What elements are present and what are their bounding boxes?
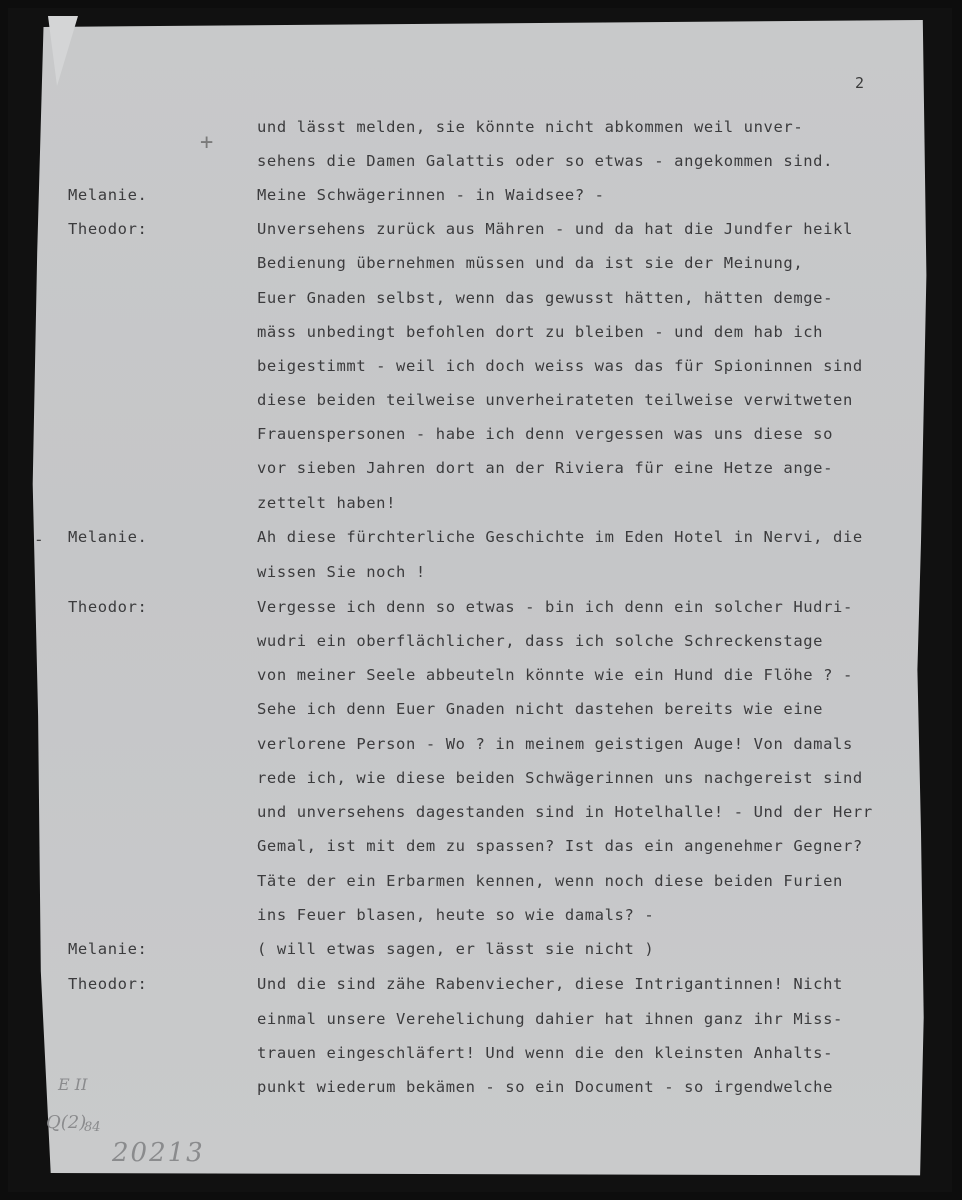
text-line: rede ich, wie diese beiden Schwägerinnen uns nachgereist sind bbox=[257, 769, 863, 787]
text-line: punkt wiederum bekämen - so ein Document - so irgendwelche bbox=[257, 1078, 834, 1096]
speaker-melanie: Melanie. bbox=[68, 186, 148, 204]
text-line: Vergesse ich denn so etwas - bin ich denn ein solcher Hudri- bbox=[257, 598, 853, 616]
text-line: verlorene Person - Wo ? in meinem geistigen Auge! Von damals bbox=[257, 735, 853, 753]
speaker-theodor: Theodor: bbox=[68, 220, 148, 238]
archive-mark: Q(2) bbox=[46, 1112, 87, 1133]
text-line: und unversehens dagestanden sind in Hotelhalle! - Und der Herr bbox=[257, 803, 873, 821]
text-line: von meiner Seele abbeuteln könnte wie ein Hund die Flöhe ? - bbox=[257, 666, 853, 684]
margin-mark: + bbox=[200, 130, 214, 155]
text-line: einmal unsere Verehelichung dahier hat ihnen ganz ihr Miss- bbox=[257, 1010, 843, 1028]
text-line: Meine Schwägerinnen - in Waidsee? - bbox=[257, 186, 605, 204]
speaker-melanie: Melanie: bbox=[68, 940, 148, 958]
text-line: Täte der ein Erbarmen kennen, wenn noch diese beiden Furien bbox=[257, 872, 843, 890]
text-line: trauen eingeschläfert! Und wenn die den kleinsten Anhalts- bbox=[257, 1044, 834, 1062]
text-line: sehens die Damen Galattis oder so etwas - angekommen sind. bbox=[257, 152, 834, 170]
text-line: Sehe ich denn Euer Gnaden nicht dastehen bereits wie eine bbox=[257, 700, 824, 718]
archive-mark: 84 bbox=[84, 1120, 101, 1135]
text-line: wudri ein oberflächlicher, dass ich solche Schreckenstage bbox=[257, 632, 824, 650]
text-line: beigestimmt - weil ich doch weiss was das für Spioninnen sind bbox=[257, 357, 863, 375]
text-line: Ah diese fürchterliche Geschichte im Eden Hotel in Nervi, die bbox=[257, 528, 863, 546]
text-line: Euer Gnaden selbst, wenn das gewusst hätten, hätten demge- bbox=[257, 289, 834, 307]
text-line: Unversehens zurück aus Mähren - und da hat die Jundfer heikl bbox=[257, 220, 853, 238]
text-line: mäss unbedingt befohlen dort zu bleiben - und dem hab ich bbox=[257, 323, 824, 341]
page-number: 2 bbox=[855, 74, 865, 92]
speaker-melanie: Melanie. bbox=[68, 528, 148, 546]
text-line: Und die sind zähe Rabenviecher, diese Intrigantinnen! Nicht bbox=[257, 975, 843, 993]
text-line: diese beiden teilweise unverheirateten teilweise verwitweten bbox=[257, 391, 853, 409]
text-line: wissen Sie noch ! bbox=[257, 563, 426, 581]
text-line: ( will etwas sagen, er lässt sie nicht ) bbox=[257, 940, 655, 958]
speaker-theodor: Theodor: bbox=[68, 598, 148, 616]
text-line: zettelt haben! bbox=[257, 494, 397, 512]
text-line: Bedienung übernehmen müssen und da ist sie der Meinung, bbox=[257, 254, 804, 272]
text-line: und lässt melden, sie könnte nicht abkommen weil unver- bbox=[257, 118, 804, 136]
text-line: Frauenspersonen - habe ich denn vergessen was uns diese so bbox=[257, 425, 834, 443]
margin-dash: - bbox=[34, 530, 44, 549]
archive-mark: E II bbox=[58, 1075, 88, 1094]
text-line: ins Feuer blasen, heute so wie damals? - bbox=[257, 906, 655, 924]
text-line: Gemal, ist mit dem zu spassen? Ist das ein angenehmer Gegner? bbox=[257, 837, 863, 855]
speaker-theodor: Theodor: bbox=[68, 975, 148, 993]
text-line: vor sieben Jahren dort an der Riviera für eine Hetze ange- bbox=[257, 459, 834, 477]
archive-number: 20213 bbox=[112, 1138, 205, 1168]
